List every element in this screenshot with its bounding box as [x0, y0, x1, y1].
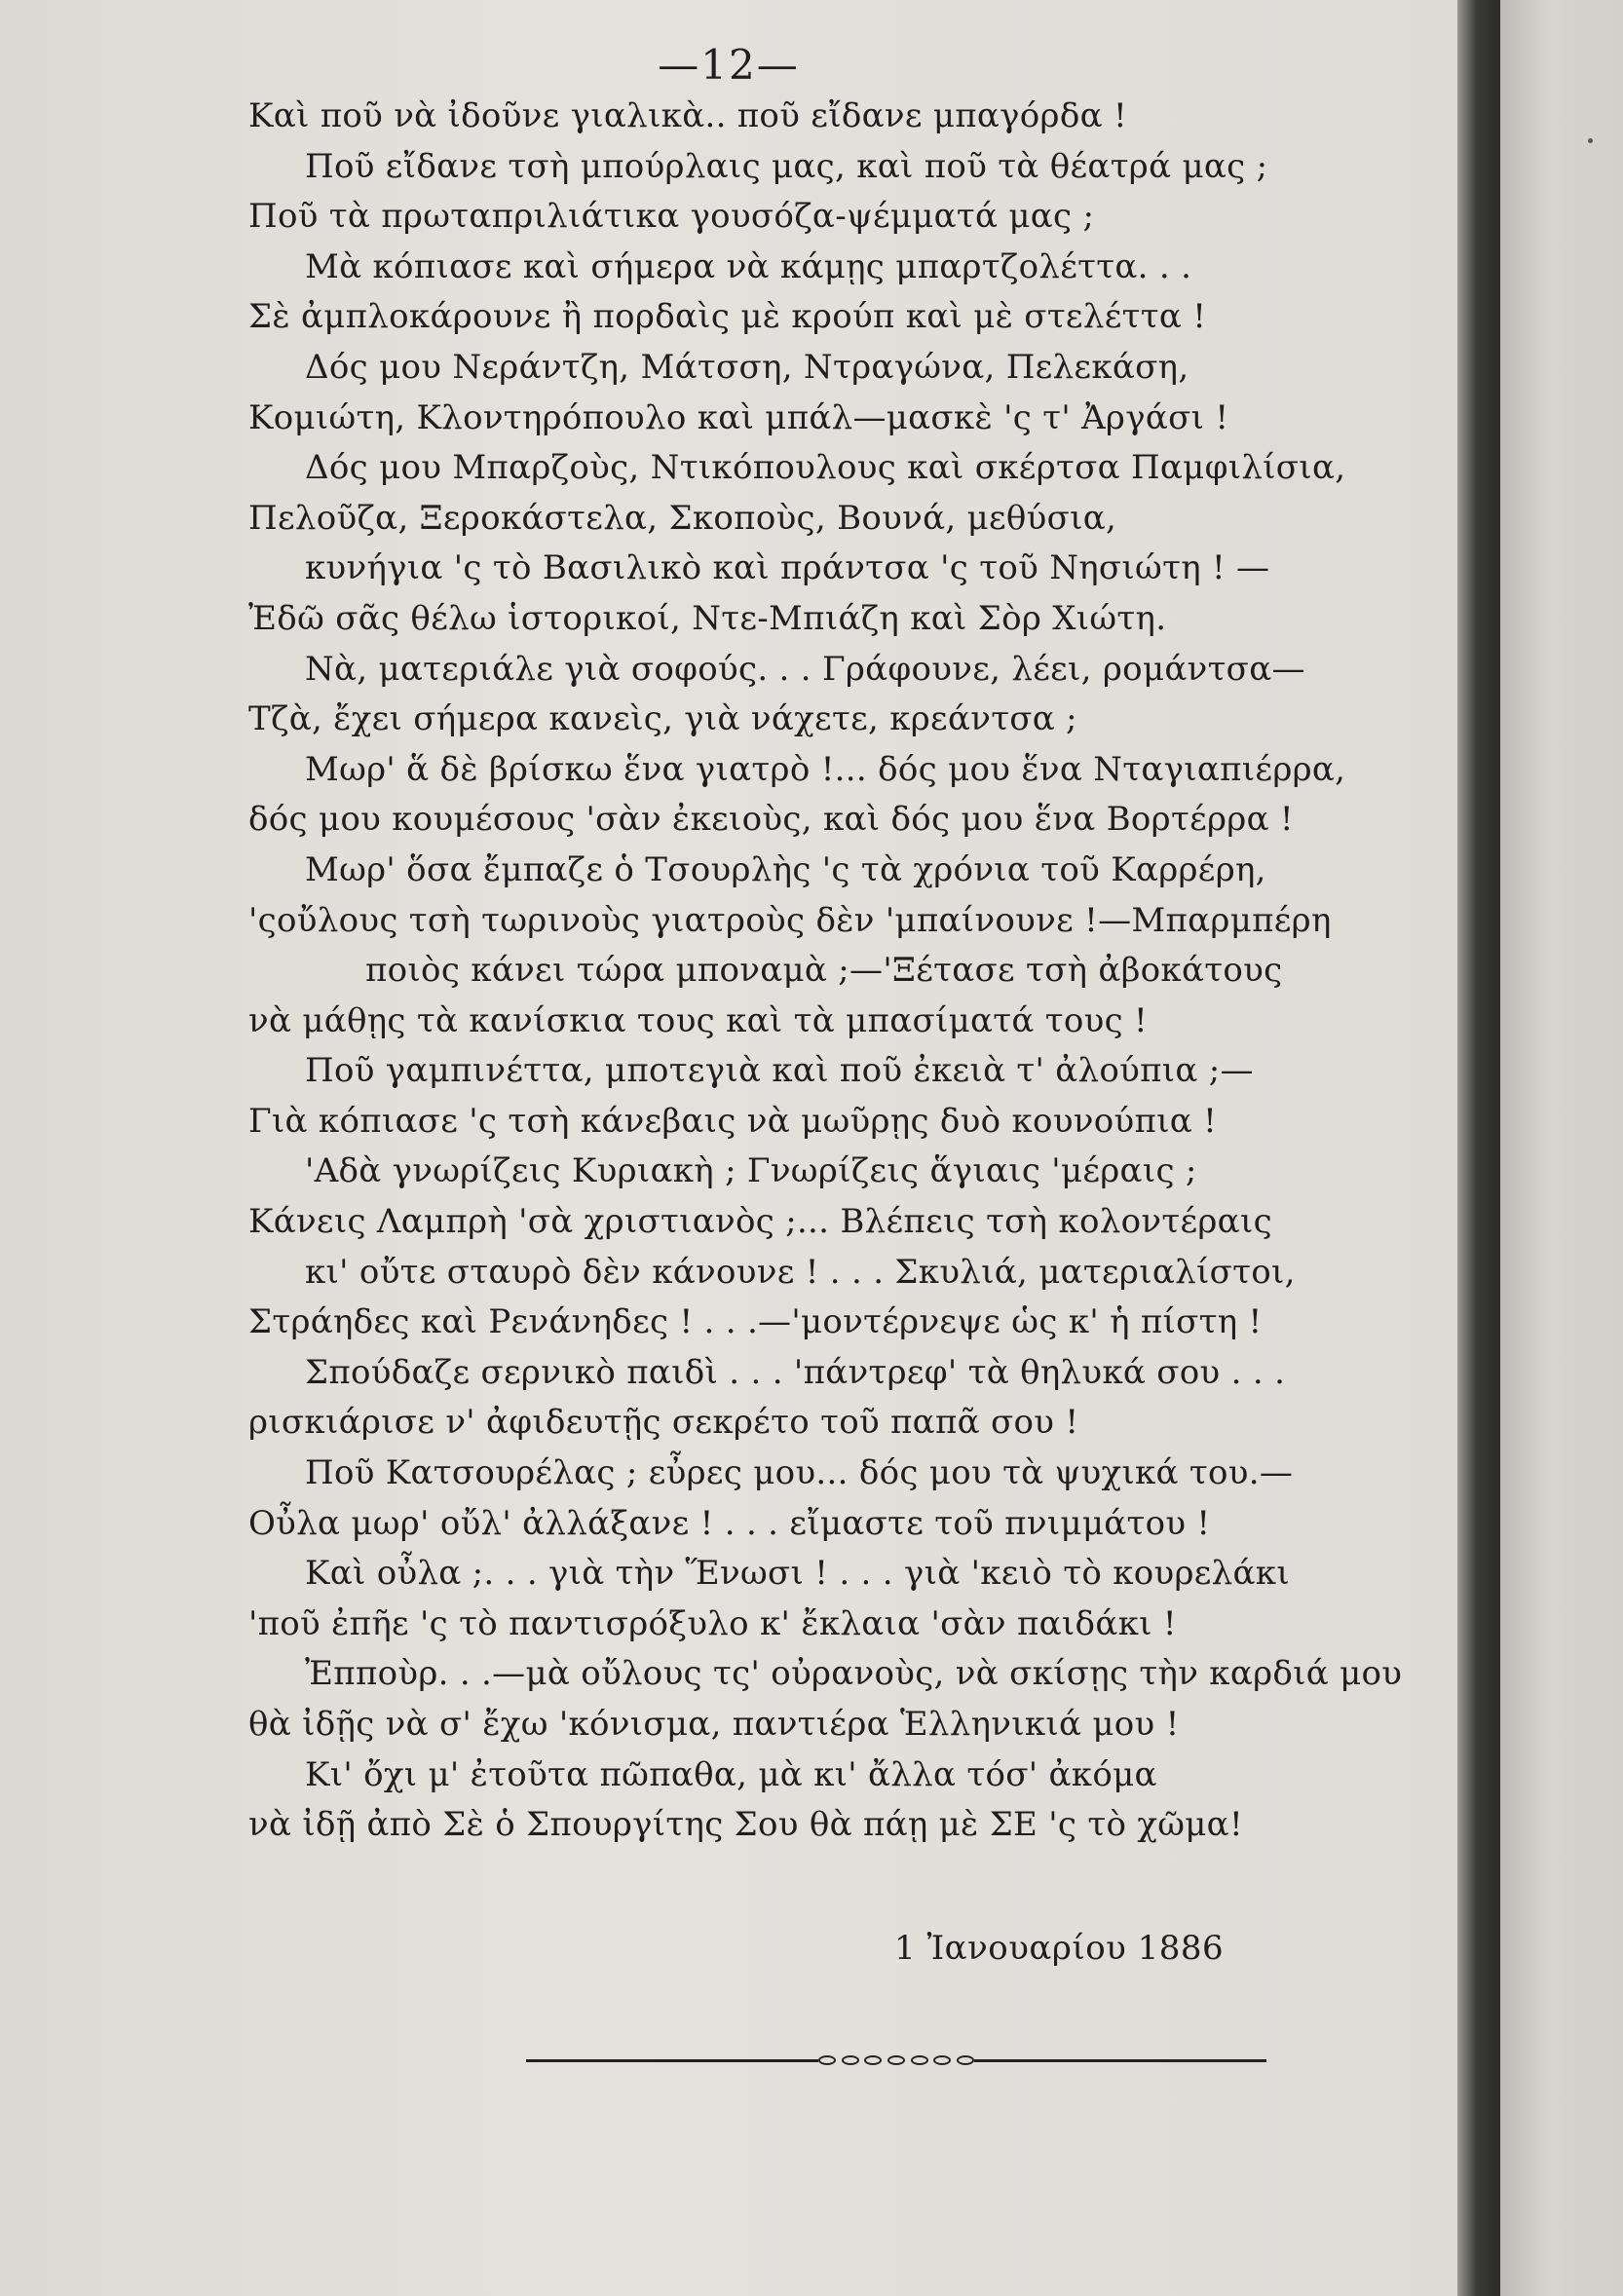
poem-line: Ποῦ Κατσουρέλας ; εὖρες μου... δός μου τὰ ψυχικά του.— — [305, 1453, 1294, 1493]
poem-line: Οὖλα μωρ' οὔλ' ἀλλάξανε ! . . . εἴμαστε τοῦ πνιμμάτου ! — [248, 1503, 1211, 1543]
divider-chain-ornament — [818, 2053, 974, 2067]
poem-line: Ποῦ εἴδανε τσὴ μπούρλαις μας, καὶ ποῦ τὰ θέατρά μας ; — [305, 146, 1268, 186]
poem-line: 'ποῦ ἐπῆε 'ς τὸ παντισρόξυλο κ' ἔκλαια 'σὰν παιδάκι ! — [248, 1603, 1177, 1643]
poem-line: Νὰ, ματεριάλε γιὰ σοφούς. . . Γράφουνε, λέει, ρομάντσα— — [305, 649, 1305, 689]
poem-line: Κάνεις Λαμπρὴ 'σὰ χριστιανὸς ;... Βλέπεις τσὴ κολοντέραις — [248, 1202, 1272, 1242]
ornamental-divider — [526, 2053, 1266, 2067]
poem-line: Γιὰ κόπιασε 'ς τσὴ κάνεβαις νὰ μωῦρῃς δυὸ κουνούπια ! — [248, 1101, 1218, 1141]
poem-line: 'Αδὰ γνωρίζεις Κυριακὴ ; Γνωρίζεις ἅγιαις 'μέραις ; — [305, 1151, 1197, 1191]
poem-line: Μωρ' ἅ δὲ βρίσκω ἕνα γιατρὸ !... δός μου ἕνα Νταγιαπιέρρα, — [305, 749, 1346, 789]
scan-speck — [1588, 138, 1593, 143]
book-edge — [1500, 0, 1623, 2296]
poem-line: κυνήγια 'ς τὸ Βασιλικὸ καὶ πράντσα 'ς τοῦ Νησιώτη ! — — [305, 548, 1270, 588]
poem-line: ρισκιάρισε ν' ἀφιδευτῇς σεκρέτο τοῦ παπᾶ σου ! — [248, 1403, 1079, 1443]
divider-bar-right — [974, 2059, 1266, 2062]
poem-line: Τζὰ, ἔχει σήμερα κανεὶς, γιὰ νάχετε, κρεάντσα ; — [248, 699, 1077, 739]
chain-link-icon — [864, 2055, 882, 2065]
poem-line: Ἐπποὺρ. . .—μὰ οὔλους τς' οὐρανοὺς, νὰ σκίσῃς τὴν καρδιά μου — [305, 1654, 1403, 1694]
poem-line: θὰ ἰδῇς νὰ σ' ἔχω 'κόνισμα, παντιέρα Ἑλληνικιά μου ! — [248, 1705, 1180, 1744]
poem-line: Μωρ' ὅσα ἔμπαζε ὁ Τσουρλὴς 'ς τὰ χρόνια τοῦ Καρρέρη, — [305, 849, 1266, 889]
poem-line: Ἐδῶ σᾶς θέλω ἱστορικοί, Ντε-Μπιάζη καὶ Σὸρ Χιώτη. — [248, 598, 1167, 638]
chain-link-icon — [911, 2055, 928, 2065]
poem-line: Καὶ ποῦ νὰ ἰδοῦνε γιαλικὰ.. ποῦ εἴδανε μπαγόρδα ! — [248, 96, 1127, 135]
poem-line: Κι' ὄχι μ' ἐτοῦτα πῶπαθα, μὰ κι' ἄλλα τόσ' ἀκόμα — [305, 1754, 1157, 1794]
chain-link-icon — [887, 2055, 905, 2065]
page-number: —12— — [658, 41, 800, 89]
divider-bar-left — [526, 2059, 818, 2062]
poem-line: Ποῦ τὰ πρωταπριλιάτικα γουσόζα-ψέμματά μας ; — [248, 197, 1095, 237]
poem-line: Κομιώτη, Κλοντηρόπουλο καὶ μπάλ—μασκὲ 'ς τ' Ἀργάσι ! — [248, 397, 1229, 437]
date-line: 1 Ἰανουαρίου 1886 — [894, 1929, 1225, 1968]
poem-line: δός μου κουμέσους 'σὰν ἐκειοὺς, καὶ δός μου ἕνα Βορτέρρα ! — [248, 800, 1294, 840]
poem-line: ποιὸς κάνει τώρα μποναμὰ ;—'Ξέτασε τσὴ ἀβοκάτους — [365, 951, 1283, 991]
poem-line: Πελοῦζα, Ξεροκάστελα, Σκοποὺς, Βουνά, μεθύσια, — [248, 498, 1117, 538]
poem-line: Καὶ οὖλα ;. . . γιὰ τὴν Ἕνωσι ! . . . γιὰ 'κειὸ τὸ κουρελάκι — [305, 1554, 1290, 1594]
chain-link-icon — [933, 2055, 951, 2065]
poem-line: Μὰ κόπιασε καὶ σήμερα νὰ κάμῃς μπαρτζολέττα. . . — [305, 246, 1192, 286]
poem-line: Ποῦ γαμπινέττα, μποτεγιὰ καὶ ποῦ ἐκειὰ τ' ἀλούπια ;— — [305, 1051, 1254, 1091]
poem-line: Σὲ ἀμπλοκάρουνε ἢ πορδαὶς μὲ κρούπ καὶ μὲ στελέττα ! — [248, 297, 1207, 337]
chain-link-icon — [957, 2055, 974, 2065]
chain-link-icon — [842, 2055, 859, 2065]
poem-line: νὰ ἰδῇ ἀπὸ Σὲ ὁ Σπουργίτης Σου θὰ πάῃ μὲ ΣΕ 'ς τὸ χῶμα! — [248, 1805, 1243, 1845]
poem-text — [248, 92, 1403, 1851]
chain-link-icon — [818, 2055, 836, 2065]
poem-line: νὰ μάθῃς τὰ κανίσκια τους καὶ τὰ μπασίματά τους ! — [248, 1000, 1148, 1040]
poem-line: 'ςοὔλους τσὴ τωρινοὺς γιατροὺς δὲν 'μπαίνουνε !—Μπαρμπέρη — [248, 900, 1332, 940]
poem-line: Δός μου Μπαρζοὺς, Ντικόπουλους καὶ σκέρτσα Παμφιλίσια, — [305, 448, 1346, 488]
poem-line: Στράηδες καὶ Ρενάνηδες ! . . .—'μοντέρνεψε ὡς κ' ἡ πίστη ! — [248, 1302, 1263, 1342]
poem-line: κι' οὔτε σταυρὸ δὲν κάνουνε ! . . . Σκυλιά, ματεριαλίστοι, — [305, 1252, 1296, 1292]
poem-line: Σπούδαζε σερνικὸ παιδὶ . . . 'πάντρεφ' τὰ θηλυκά σου . . . — [305, 1352, 1286, 1392]
book-spine-shadow — [1457, 0, 1500, 2296]
poem-line: Δός μου Νεράντζη, Μάτσση, Ντραγώνα, Πελεκάση, — [305, 347, 1189, 387]
